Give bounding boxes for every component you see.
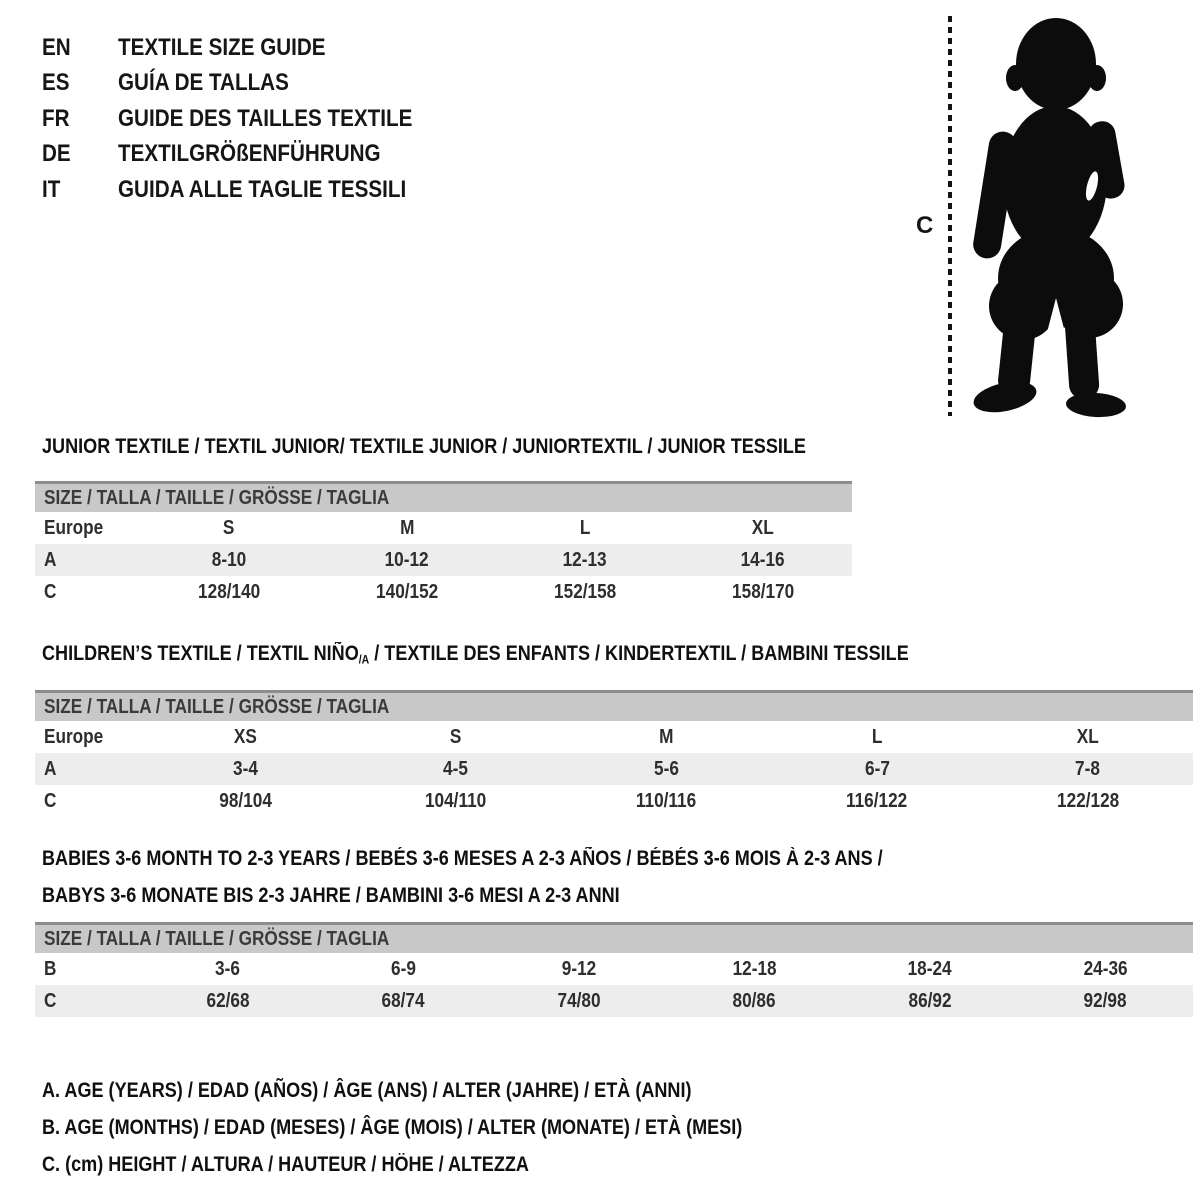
size-cell: 14-16 [741,548,785,571]
size-cell: L [579,516,591,539]
size-cell: XL [1076,725,1099,748]
size-cell: 3-4 [232,757,258,780]
row-label: C [44,580,57,603]
size-cell: 10-12 [385,548,429,571]
size-cell: 86/92 [908,989,952,1012]
size-cell: 3-6 [215,957,241,980]
size-cell: 110/116 [636,789,697,812]
row-label: A [44,757,57,780]
size-cell: 8-10 [211,548,247,571]
size-cell: 152/158 [553,580,617,603]
size-cell: S [223,516,235,539]
babies-row-height [35,985,1193,1017]
row-label: C [44,989,57,1012]
size-cell: 9-12 [561,957,596,980]
row-label: Europe [44,516,104,539]
row-label: B [44,957,57,980]
size-cell: 158/170 [731,580,795,603]
size-cell: 140/152 [375,580,439,603]
lang-title: TEXTILGRÖßENFÜHRUNG [118,140,381,168]
size-cell: 122/128 [1056,789,1119,812]
lang-row-de [42,137,460,173]
size-cell: 128/140 [197,580,261,603]
lang-code: FR [42,104,70,132]
size-header-band: SIZE / TALLA / TAILLE / GRÖSSE / TAGLIA [35,481,852,512]
size-cell: 12-13 [563,548,607,571]
size-cell: 92/98 [1083,989,1127,1012]
children-section-title: CHILDREN’S TEXTILE / TEXTIL $NIÑO_{/A}$ / TEXTILE DES ENFANTS / KINDERTEXTIL / BAMBINI TESSILE [42,642,909,667]
size-header-band: SIZE / TALLA / TAILLE / GRÖSSE / TAGLIA [35,922,1193,953]
lang-title: GUIDE DES TAILLES TEXTILE [118,104,413,132]
size-header-band: SIZE / TALLA / TAILLE / GRÖSSE / TAGLIA [35,690,1193,721]
size-cell: 24-36 [1083,957,1128,980]
size-cell: 5-6 [654,757,679,780]
junior-size-table [35,481,852,608]
size-cell: 80/86 [732,989,776,1012]
lang-row-it [42,172,460,208]
children-row-europe [35,721,1193,753]
junior-row-age [35,544,852,576]
junior-row-height [35,576,852,608]
babies-section-title: BABIES 3-6 MONTH TO 2-3 YEARS / BEBÉS 3-6 MESES A 2-3 AÑOS / BÉBÉS 3-6 MOIS À 2-3 ANS / BABYS 3-6 MONATE BIS 2-3 JAHRE / BAMBINI 3-6 MESI A 2-3 ANNI [42,847,883,907]
size-cell: M [399,516,415,539]
size-cell: 6-9 [390,957,416,980]
size-cell: 12-18 [732,957,777,980]
legend-line-c: C. (cm) HEIGHT / ALTURA / HAUTEUR / HÖHE / ALTEZZA [42,1152,529,1176]
row-label: A [44,548,57,571]
lang-code: ES [42,69,70,97]
lang-code: DE [42,140,71,168]
lang-title: GUÍA DE TALLAS [118,69,289,97]
junior-row-europe [35,512,852,544]
size-cell: 116/122 [846,789,908,812]
babies-row-months [35,953,1193,985]
row-label: Europe [44,725,104,748]
junior-section-title: JUNIOR TEXTILE / TEXTIL JUNIOR/ TEXTILE JUNIOR / JUNIORTEXTIL / JUNIOR TESSILE [42,435,806,458]
lang-code: EN [42,33,71,61]
size-cell: 104/110 [425,789,487,812]
babies-size-table [35,922,1193,1017]
toddler-silhouette-icon [963,16,1148,418]
language-title-list [42,30,460,208]
size-cell: M [659,725,674,748]
size-cell: S [450,725,462,748]
lang-row-es [42,66,460,102]
children-row-height [35,785,1193,817]
size-cell: 62/68 [206,989,250,1012]
lang-title: GUIDA ALLE TAGLIE TESSILI [118,175,407,203]
legend-line-a: A. AGE (YEARS) / EDAD (AÑOS) / ÂGE (ANS) / ALTER (JAHRE) / ETÀ (ANNI) [42,1078,692,1102]
lang-row-fr [42,101,460,137]
lang-row-en [42,30,460,66]
children-row-age [35,753,1193,785]
size-cell: XL [752,516,774,539]
size-cell: 68/74 [381,989,425,1012]
size-cell: 98/104 [218,789,272,812]
height-measure-dotted-line [948,16,952,416]
children-size-table [35,690,1193,817]
lang-title: TEXTILE SIZE GUIDE [118,33,326,61]
lang-code: IT [42,175,61,203]
legend-line-b: B. AGE (MONTHS) / EDAD (MESES) / ÂGE (MOIS) / ALTER (MONATE) / ETÀ (MESI) [42,1115,743,1139]
size-cell: 74/80 [557,989,601,1012]
size-cell: 7-8 [1075,757,1101,780]
size-cell: XS [233,725,257,748]
size-cell: 4-5 [443,757,469,780]
height-measure-label: C [916,212,934,239]
row-label: C [44,789,57,812]
size-cell: 6-7 [864,757,890,780]
size-cell: L [871,725,883,748]
size-cell: 18-24 [907,957,952,980]
measure-legend [42,1072,856,1183]
